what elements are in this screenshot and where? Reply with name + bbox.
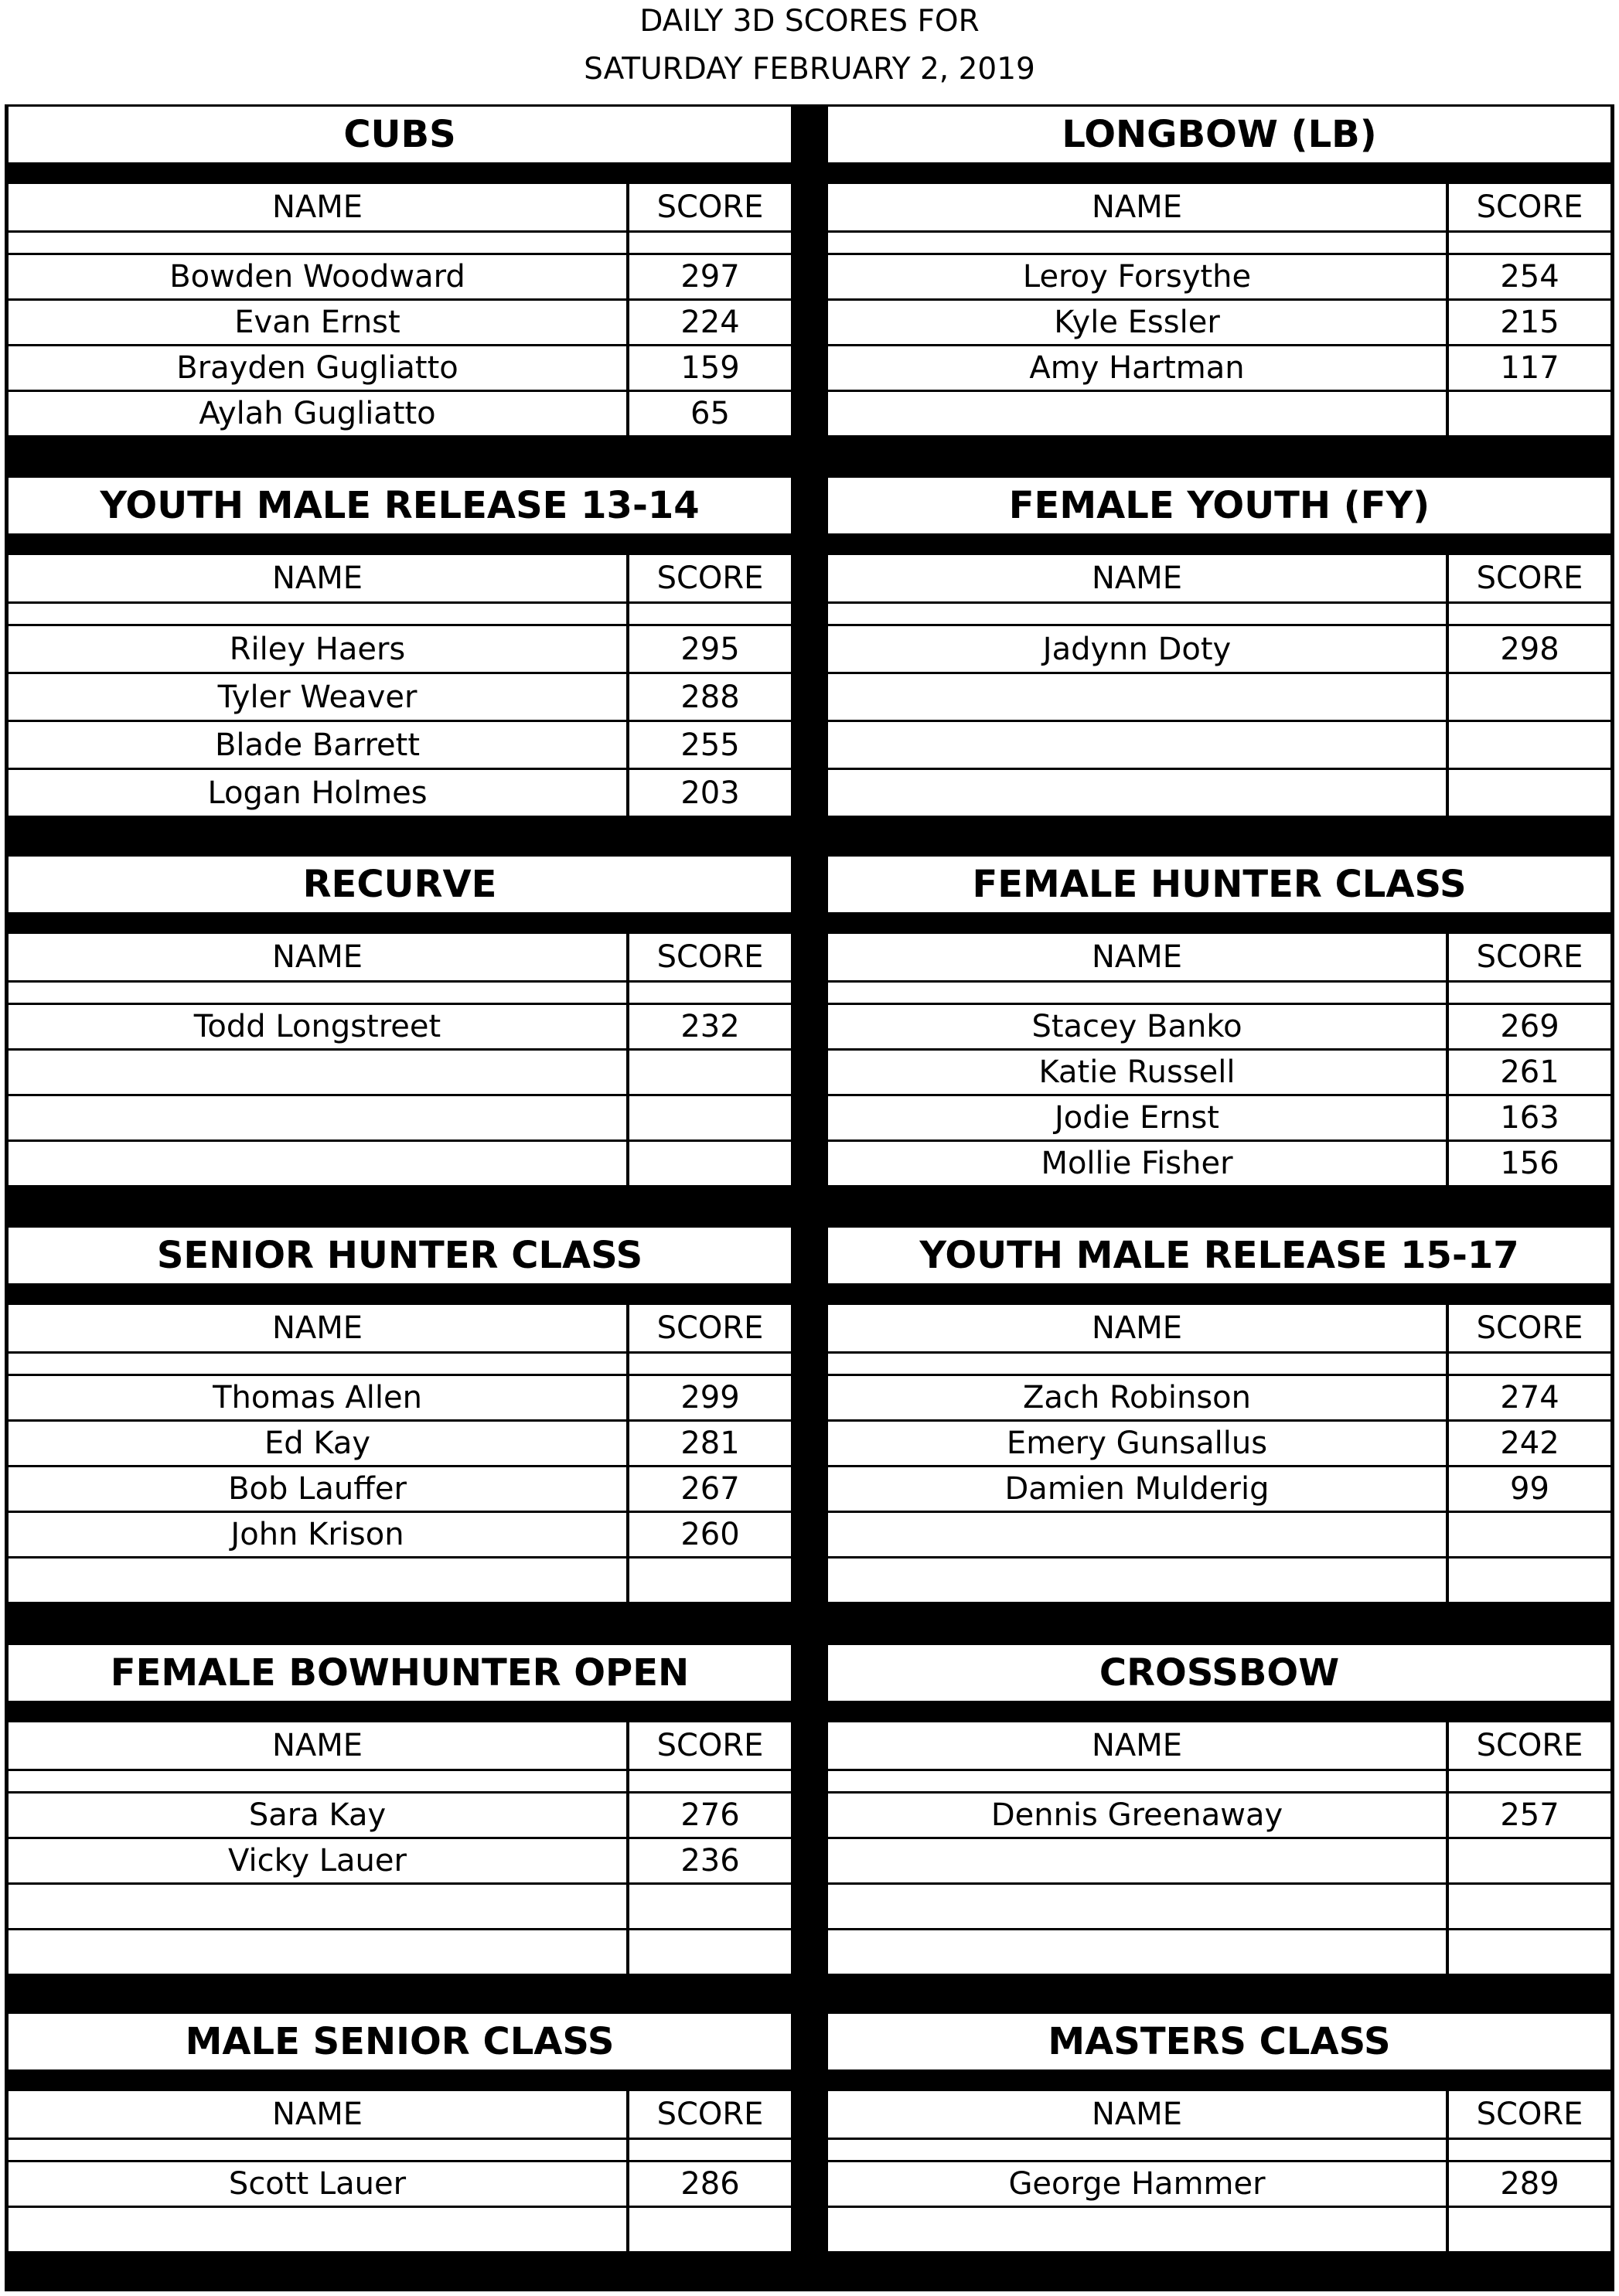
competitor-name: Blade Barrett (9, 722, 626, 768)
competitor-score: 288 (629, 674, 791, 720)
competitor-name: Mollie Fisher (828, 1142, 1446, 1185)
category-title: YOUTH MALE RELEASE 13-14 (9, 478, 791, 533)
competitor-name (9, 1051, 626, 1094)
competitor-name: Aylah Gugliatto (9, 392, 626, 435)
name-column-header: NAME (828, 1722, 1446, 1769)
scores-table-frame (5, 104, 1614, 2291)
competitor-name: Brayden Gugliatto (9, 346, 626, 390)
competitor-score: 299 (629, 1376, 791, 1419)
score-column-header: SCORE (1449, 555, 1610, 601)
score-column-header: SCORE (629, 1722, 791, 1769)
name-column-header: NAME (9, 2091, 626, 2138)
competitor-score (1449, 2208, 1610, 2251)
competitor-name: Amy Hartman (828, 346, 1446, 390)
score-column-header: SCORE (629, 1305, 791, 1351)
blank-spacer-row (9, 983, 626, 1003)
competitor-score: 257 (1449, 1794, 1610, 1837)
blank-spacer-row (828, 233, 1446, 253)
competitor-score: 99 (1449, 1467, 1610, 1511)
category-title: FEMALE YOUTH (FY) (828, 478, 1610, 533)
name-column-header: NAME (828, 934, 1446, 980)
competitor-name (9, 2208, 626, 2251)
competitor-score: 298 (1449, 626, 1610, 672)
score-column-header: SCORE (1449, 1722, 1610, 1769)
competitor-name (9, 1142, 626, 1185)
blank-spacer-row (1449, 1771, 1610, 1791)
competitor-name (828, 2208, 1446, 2251)
competitor-score (629, 1930, 791, 1974)
competitor-name: Zach Robinson (828, 1376, 1446, 1419)
blank-spacer-row (629, 233, 791, 253)
blank-spacer-row (629, 604, 791, 624)
name-column-header: NAME (9, 1722, 626, 1769)
competitor-score: 260 (629, 1513, 791, 1556)
competitor-score (629, 2208, 791, 2251)
competitor-name (9, 1885, 626, 1928)
competitor-score: 274 (1449, 1376, 1610, 1419)
competitor-score: 276 (629, 1794, 791, 1837)
category-title: CUBS (9, 107, 791, 162)
score-column-header: SCORE (629, 184, 791, 230)
name-column-header: NAME (9, 184, 626, 230)
competitor-score: 236 (629, 1839, 791, 1882)
category-title: MASTERS CLASS (828, 2014, 1610, 2069)
header-line-2: SATURDAY FEBRUARY 2, 2019 (584, 52, 1035, 87)
name-column-header: NAME (828, 184, 1446, 230)
blank-spacer-row (9, 233, 626, 253)
blank-spacer-row (828, 2140, 1446, 2160)
name-column-header: NAME (9, 555, 626, 601)
competitor-name: Damien Mulderig (828, 1467, 1446, 1511)
competitor-score: 289 (1449, 2162, 1610, 2206)
competitor-score: 297 (629, 255, 791, 298)
category-title: YOUTH MALE RELEASE 15-17 (828, 1228, 1610, 1283)
competitor-score: 269 (1449, 1005, 1610, 1048)
blank-spacer-row (1449, 233, 1610, 253)
competitor-score: 254 (1449, 255, 1610, 298)
competitor-name: Katie Russell (828, 1051, 1446, 1094)
competitor-score: 267 (629, 1467, 791, 1511)
blank-spacer-row (9, 2140, 626, 2160)
name-column-header: NAME (9, 934, 626, 980)
competitor-name: Dennis Greenaway (828, 1794, 1446, 1837)
competitor-score (629, 1096, 791, 1139)
competitor-name: Bowden Woodward (9, 255, 626, 298)
name-column-header: NAME (9, 1305, 626, 1351)
competitor-score: 215 (1449, 301, 1610, 344)
competitor-name: Emery Gunsallus (828, 1422, 1446, 1465)
blank-spacer-row (1449, 983, 1610, 1003)
competitor-score: 224 (629, 301, 791, 344)
score-column-header: SCORE (629, 934, 791, 980)
blank-spacer-row (9, 1354, 626, 1374)
competitor-name: Vicky Lauer (9, 1839, 626, 1882)
competitor-score: 281 (629, 1422, 791, 1465)
competitor-name (828, 392, 1446, 435)
competitor-score: 286 (629, 2162, 791, 2206)
score-column-header: SCORE (629, 2091, 791, 2138)
competitor-name: George Hammer (828, 2162, 1446, 2206)
category-title: CROSSBOW (828, 1645, 1610, 1701)
competitor-score: 203 (629, 770, 791, 816)
competitor-score: 159 (629, 346, 791, 390)
competitor-name: Sara Kay (9, 1794, 626, 1837)
competitor-score: 65 (629, 392, 791, 435)
category-title: SENIOR HUNTER CLASS (9, 1228, 791, 1283)
score-column-header: SCORE (629, 555, 791, 601)
competitor-name: Logan Holmes (9, 770, 626, 816)
competitor-name (828, 1513, 1446, 1556)
header-line-1: DAILY 3D SCORES FOR (639, 4, 980, 39)
blank-spacer-row (828, 983, 1446, 1003)
competitor-score: 261 (1449, 1051, 1610, 1094)
blank-spacer-row (629, 1771, 791, 1791)
competitor-score: 156 (1449, 1142, 1610, 1185)
competitor-score (1449, 1930, 1610, 1974)
name-column-header: NAME (828, 2091, 1446, 2138)
blank-spacer-row (1449, 604, 1610, 624)
competitor-score (1449, 770, 1610, 816)
blank-spacer-row (629, 983, 791, 1003)
competitor-name (828, 1930, 1446, 1974)
competitor-name: Thomas Allen (9, 1376, 626, 1419)
competitor-score: 242 (1449, 1422, 1610, 1465)
competitor-name: Leroy Forsythe (828, 255, 1446, 298)
blank-spacer-row (828, 1354, 1446, 1374)
competitor-score (1449, 722, 1610, 768)
competitor-score (1449, 1513, 1610, 1556)
competitor-score (629, 1051, 791, 1094)
scores-table (5, 104, 1614, 2291)
score-column-header: SCORE (1449, 1305, 1610, 1351)
competitor-score (1449, 392, 1610, 435)
score-column-header: SCORE (1449, 184, 1610, 230)
competitor-score (629, 1142, 791, 1185)
name-column-header: NAME (828, 1305, 1446, 1351)
competitor-name: Bob Lauffer (9, 1467, 626, 1511)
competitor-score (1449, 1885, 1610, 1928)
blank-spacer-row (629, 1354, 791, 1374)
score-column-header: SCORE (1449, 2091, 1610, 2138)
competitor-score (1449, 1839, 1610, 1882)
competitor-name: Kyle Essler (828, 301, 1446, 344)
competitor-name (9, 1096, 626, 1139)
category-title: LONGBOW (LB) (828, 107, 1610, 162)
competitor-name (828, 770, 1446, 816)
competitor-score: 117 (1449, 346, 1610, 390)
category-title: FEMALE BOWHUNTER OPEN (9, 1645, 791, 1701)
competitor-name (828, 1558, 1446, 1602)
competitor-name: John Krison (9, 1513, 626, 1556)
competitor-score: 255 (629, 722, 791, 768)
competitor-score: 232 (629, 1005, 791, 1048)
competitor-name (9, 1558, 626, 1602)
competitor-name: Riley Haers (9, 626, 626, 672)
competitor-score: 163 (1449, 1096, 1610, 1139)
competitor-name (828, 1885, 1446, 1928)
competitor-name (828, 674, 1446, 720)
competitor-score: 295 (629, 626, 791, 672)
competitor-name: Ed Kay (9, 1422, 626, 1465)
competitor-score (629, 1885, 791, 1928)
blank-spacer-row (1449, 2140, 1610, 2160)
competitor-score (1449, 674, 1610, 720)
competitor-name: Tyler Weaver (9, 674, 626, 720)
competitor-name (828, 1839, 1446, 1882)
category-title: FEMALE HUNTER CLASS (828, 857, 1610, 912)
name-column-header: NAME (828, 555, 1446, 601)
competitor-name (828, 722, 1446, 768)
competitor-name: Stacey Banko (828, 1005, 1446, 1048)
competitor-name: Todd Longstreet (9, 1005, 626, 1048)
competitor-name: Jadynn Doty (828, 626, 1446, 672)
competitor-score (629, 1558, 791, 1602)
score-column-header: SCORE (1449, 934, 1610, 980)
blank-spacer-row (1449, 1354, 1610, 1374)
blank-spacer-row (828, 604, 1446, 624)
competitor-score (1449, 1558, 1610, 1602)
competitor-name: Jodie Ernst (828, 1096, 1446, 1139)
category-title: RECURVE (9, 857, 791, 912)
competitor-name: Scott Lauer (9, 2162, 626, 2206)
competitor-name: Evan Ernst (9, 301, 626, 344)
blank-spacer-row (828, 1771, 1446, 1791)
competitor-name (9, 1930, 626, 1974)
category-title: MALE SENIOR CLASS (9, 2014, 791, 2069)
blank-spacer-row (9, 604, 626, 624)
blank-spacer-row (629, 2140, 791, 2160)
blank-spacer-row (9, 1771, 626, 1791)
